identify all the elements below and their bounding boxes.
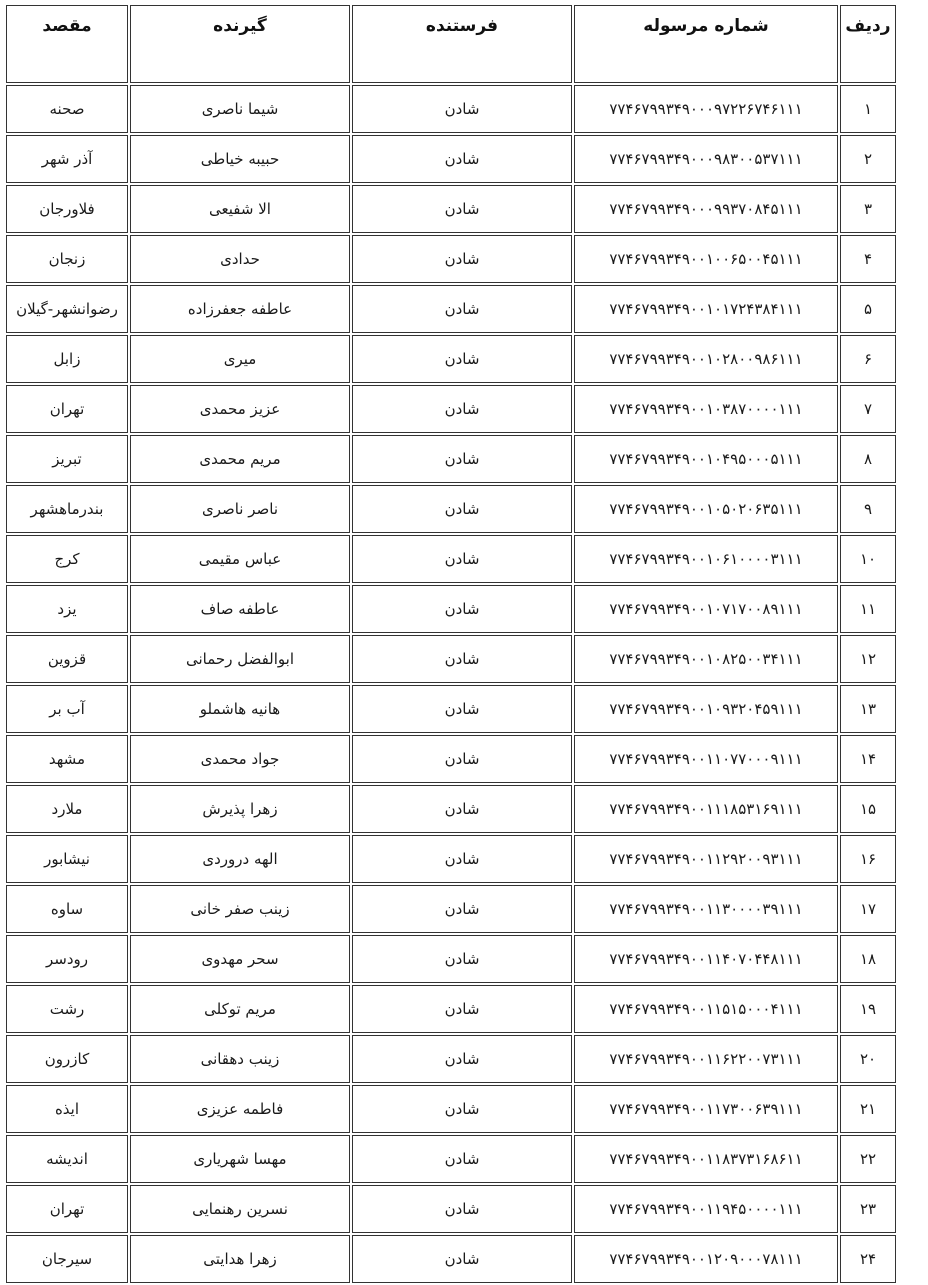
cell-row-number: ۲۴ [840,1235,896,1283]
header-sender: فرستنده [352,5,572,83]
table-row [6,585,896,633]
cell-row-number: ۲۰ [840,1035,896,1083]
cell-row-number: ۱۲ [840,635,896,683]
cell-destination: اندیشه [6,1135,128,1183]
header-row-number: ردیف [840,5,896,83]
cell-destination: سیرجان [6,1235,128,1283]
cell-destination: تهران [6,1185,128,1233]
cell-tracking-number: ۷۷۴۶۷۹۹۳۴۹۰۰۱۱۱۸۵۳۱۶۹۱۱۱ [574,785,838,833]
cell-sender: شادن [352,185,572,233]
cell-row-number: ۱۰ [840,535,896,583]
header-tracking-number: شماره مرسوله [574,5,838,83]
table-row [6,835,896,883]
cell-sender: شادن [352,585,572,633]
cell-tracking-number: ۷۷۴۶۷۹۹۳۴۹۰۰۱۱۳۰۰۰۰۳۹۱۱۱ [574,885,838,933]
cell-sender: شادن [352,785,572,833]
cell-tracking-number: ۷۷۴۶۷۹۹۳۴۹۰۰۱۲۰۹۰۰۰۷۸۱۱۱ [574,1235,838,1283]
cell-sender: شادن [352,435,572,483]
cell-tracking-number: ۷۷۴۶۷۹۹۳۴۹۰۰۱۱۰۷۷۰۰۰۹۱۱۱ [574,735,838,783]
table-body [6,85,896,1283]
cell-tracking-number: ۷۷۴۶۷۹۹۳۴۹۰۰۱۰۸۲۵۰۰۳۴۱۱۱ [574,635,838,683]
table-row [6,935,896,983]
cell-recipient: مریم توکلی [130,985,350,1033]
cell-recipient: عزیز محمدی [130,385,350,433]
table-row [6,435,896,483]
cell-destination: رضوانشهر-گیلان [6,285,128,333]
cell-tracking-number: ۷۷۴۶۷۹۹۳۴۹۰۰۱۱۷۳۰۰۶۳۹۱۱۱ [574,1085,838,1133]
shipments-table [4,3,898,1285]
table-row [6,885,896,933]
table-row [6,335,896,383]
table-row [6,185,896,233]
cell-destination: رشت [6,985,128,1033]
cell-row-number: ۱۵ [840,785,896,833]
cell-row-number: ۱۸ [840,935,896,983]
cell-destination: کازرون [6,1035,128,1083]
cell-recipient: ناصر ناصری [130,485,350,533]
shipment-list-document [4,3,896,1271]
cell-row-number: ۱۳ [840,685,896,733]
table-row [6,985,896,1033]
cell-recipient: زینب صفر خانی [130,885,350,933]
cell-row-number: ۹ [840,485,896,533]
table-row [6,635,896,683]
table-row [6,135,896,183]
cell-tracking-number: ۷۷۴۶۷۹۹۳۴۹۰۰۱۱۲۹۲۰۰۹۳۱۱۱ [574,835,838,883]
cell-tracking-number: ۷۷۴۶۷۹۹۳۴۹۰۰۰۹۹۳۷۰۸۴۵۱۱۱ [574,185,838,233]
cell-tracking-number: ۷۷۴۶۷۹۹۳۴۹۰۰۱۱۵۱۵۰۰۰۴۱۱۱ [574,985,838,1033]
cell-sender: شادن [352,685,572,733]
cell-tracking-number: ۷۷۴۶۷۹۹۳۴۹۰۰۱۱۴۰۷۰۴۴۸۱۱۱ [574,935,838,983]
cell-row-number: ۱۷ [840,885,896,933]
cell-sender: شادن [352,235,572,283]
cell-recipient: ابوالفضل رحمانی [130,635,350,683]
header-recipient: گیرنده [130,5,350,83]
cell-recipient: عاطفه صاف [130,585,350,633]
cell-row-number: ۱۹ [840,985,896,1033]
cell-sender: شادن [352,85,572,133]
table-row [6,735,896,783]
cell-tracking-number: ۷۷۴۶۷۹۹۳۴۹۰۰۱۰۷۱۷۰۰۸۹۱۱۱ [574,585,838,633]
cell-sender: شادن [352,935,572,983]
table-row [6,1185,896,1233]
cell-recipient: مهسا شهریاری [130,1135,350,1183]
cell-recipient: هانیه هاشملو [130,685,350,733]
table-row [6,1085,896,1133]
cell-destination: یزد [6,585,128,633]
header-destination: مقصد [6,5,128,83]
cell-sender: شادن [352,1135,572,1183]
cell-row-number: ۳ [840,185,896,233]
cell-tracking-number: ۷۷۴۶۷۹۹۳۴۹۰۰۰۹۷۲۲۶۷۴۶۱۱۱ [574,85,838,133]
cell-row-number: ۵ [840,285,896,333]
cell-sender: شادن [352,135,572,183]
table-row [6,685,896,733]
table-row [6,1235,896,1283]
cell-destination: رودسر [6,935,128,983]
cell-recipient: سحر مهدوی [130,935,350,983]
header-row [6,5,896,83]
cell-destination: تهران [6,385,128,433]
table-row [6,385,896,433]
cell-tracking-number: ۷۷۴۶۷۹۹۳۴۹۰۰۱۰۶۱۰۰۰۰۳۱۱۱ [574,535,838,583]
cell-row-number: ۱۱ [840,585,896,633]
cell-sender: شادن [352,885,572,933]
cell-destination: بندرماهشهر [6,485,128,533]
cell-destination: تبریز [6,435,128,483]
cell-row-number: ۲۲ [840,1135,896,1183]
cell-recipient: زهرا هدایتی [130,1235,350,1283]
cell-sender: شادن [352,385,572,433]
cell-recipient: شیما ناصری [130,85,350,133]
cell-sender: شادن [352,1035,572,1083]
cell-row-number: ۸ [840,435,896,483]
cell-recipient: میری [130,335,350,383]
cell-destination: قزوین [6,635,128,683]
cell-destination: ملارد [6,785,128,833]
table-row [6,85,896,133]
table-row [6,235,896,283]
cell-row-number: ۷ [840,385,896,433]
cell-tracking-number: ۷۷۴۶۷۹۹۳۴۹۰۰۱۰۵۰۲۰۶۳۵۱۱۱ [574,485,838,533]
cell-destination: صحنه [6,85,128,133]
cell-recipient: زینب دهقانی [130,1035,350,1083]
table-row [6,485,896,533]
cell-destination: ایذه [6,1085,128,1133]
table-row [6,1135,896,1183]
cell-row-number: ۲ [840,135,896,183]
cell-destination: مشهد [6,735,128,783]
cell-row-number: ۱ [840,85,896,133]
cell-recipient: حبیبه خیاطی [130,135,350,183]
cell-destination: آذر شهر [6,135,128,183]
cell-sender: شادن [352,335,572,383]
cell-tracking-number: ۷۷۴۶۷۹۹۳۴۹۰۰۱۱۹۴۵۰۰۰۰۱۱۱ [574,1185,838,1233]
cell-recipient: حدادی [130,235,350,283]
cell-sender: شادن [352,985,572,1033]
cell-tracking-number: ۷۷۴۶۷۹۹۳۴۹۰۰۱۰۹۳۲۰۴۵۹۱۱۱ [574,685,838,733]
table-row [6,785,896,833]
cell-row-number: ۲۱ [840,1085,896,1133]
cell-tracking-number: ۷۷۴۶۷۹۹۳۴۹۰۰۱۱۶۲۲۰۰۷۳۱۱۱ [574,1035,838,1083]
cell-destination: آب بر [6,685,128,733]
cell-destination: ساوه [6,885,128,933]
cell-recipient: عاطفه جعفرزاده [130,285,350,333]
cell-destination: نیشابور [6,835,128,883]
cell-recipient: عباس مقیمی [130,535,350,583]
cell-sender: شادن [352,535,572,583]
cell-recipient: زهرا پذیرش [130,785,350,833]
cell-sender: شادن [352,1185,572,1233]
cell-destination: کرج [6,535,128,583]
cell-sender: شادن [352,285,572,333]
cell-destination: زنجان [6,235,128,283]
cell-sender: شادن [352,735,572,783]
table-row [6,1035,896,1083]
table-row [6,285,896,333]
cell-recipient: مریم محمدی [130,435,350,483]
cell-destination: زابل [6,335,128,383]
cell-row-number: ۲۳ [840,1185,896,1233]
cell-tracking-number: ۷۷۴۶۷۹۹۳۴۹۰۰۱۰۴۹۵۰۰۰۵۱۱۱ [574,435,838,483]
cell-recipient: الهه دروردی [130,835,350,883]
cell-sender: شادن [352,1235,572,1283]
cell-destination: فلاورجان [6,185,128,233]
cell-sender: شادن [352,635,572,683]
cell-tracking-number: ۷۷۴۶۷۹۹۳۴۹۰۰۱۱۸۳۷۳۱۶۸۶۱۱ [574,1135,838,1183]
cell-row-number: ۱۴ [840,735,896,783]
cell-tracking-number: ۷۷۴۶۷۹۹۳۴۹۰۰۰۹۸۳۰۰۵۳۷۱۱۱ [574,135,838,183]
cell-recipient: فاطمه عزیزی [130,1085,350,1133]
cell-row-number: ۶ [840,335,896,383]
cell-tracking-number: ۷۷۴۶۷۹۹۳۴۹۰۰۱۰۳۸۷۰۰۰۰۱۱۱ [574,385,838,433]
cell-recipient: الا شفیعی [130,185,350,233]
cell-recipient: جواد محمدی [130,735,350,783]
cell-sender: شادن [352,485,572,533]
cell-sender: شادن [352,835,572,883]
cell-row-number: ۴ [840,235,896,283]
cell-row-number: ۱۶ [840,835,896,883]
cell-sender: شادن [352,1085,572,1133]
cell-tracking-number: ۷۷۴۶۷۹۹۳۴۹۰۰۱۰۱۷۲۴۳۸۴۱۱۱ [574,285,838,333]
table-row [6,535,896,583]
table-header [6,5,896,83]
cell-tracking-number: ۷۷۴۶۷۹۹۳۴۹۰۰۱۰۲۸۰۰۹۸۶۱۱۱ [574,335,838,383]
cell-recipient: نسرین رهنمایی [130,1185,350,1233]
cell-tracking-number: ۷۷۴۶۷۹۹۳۴۹۰۰۱۰۰۶۵۰۰۴۵۱۱۱ [574,235,838,283]
